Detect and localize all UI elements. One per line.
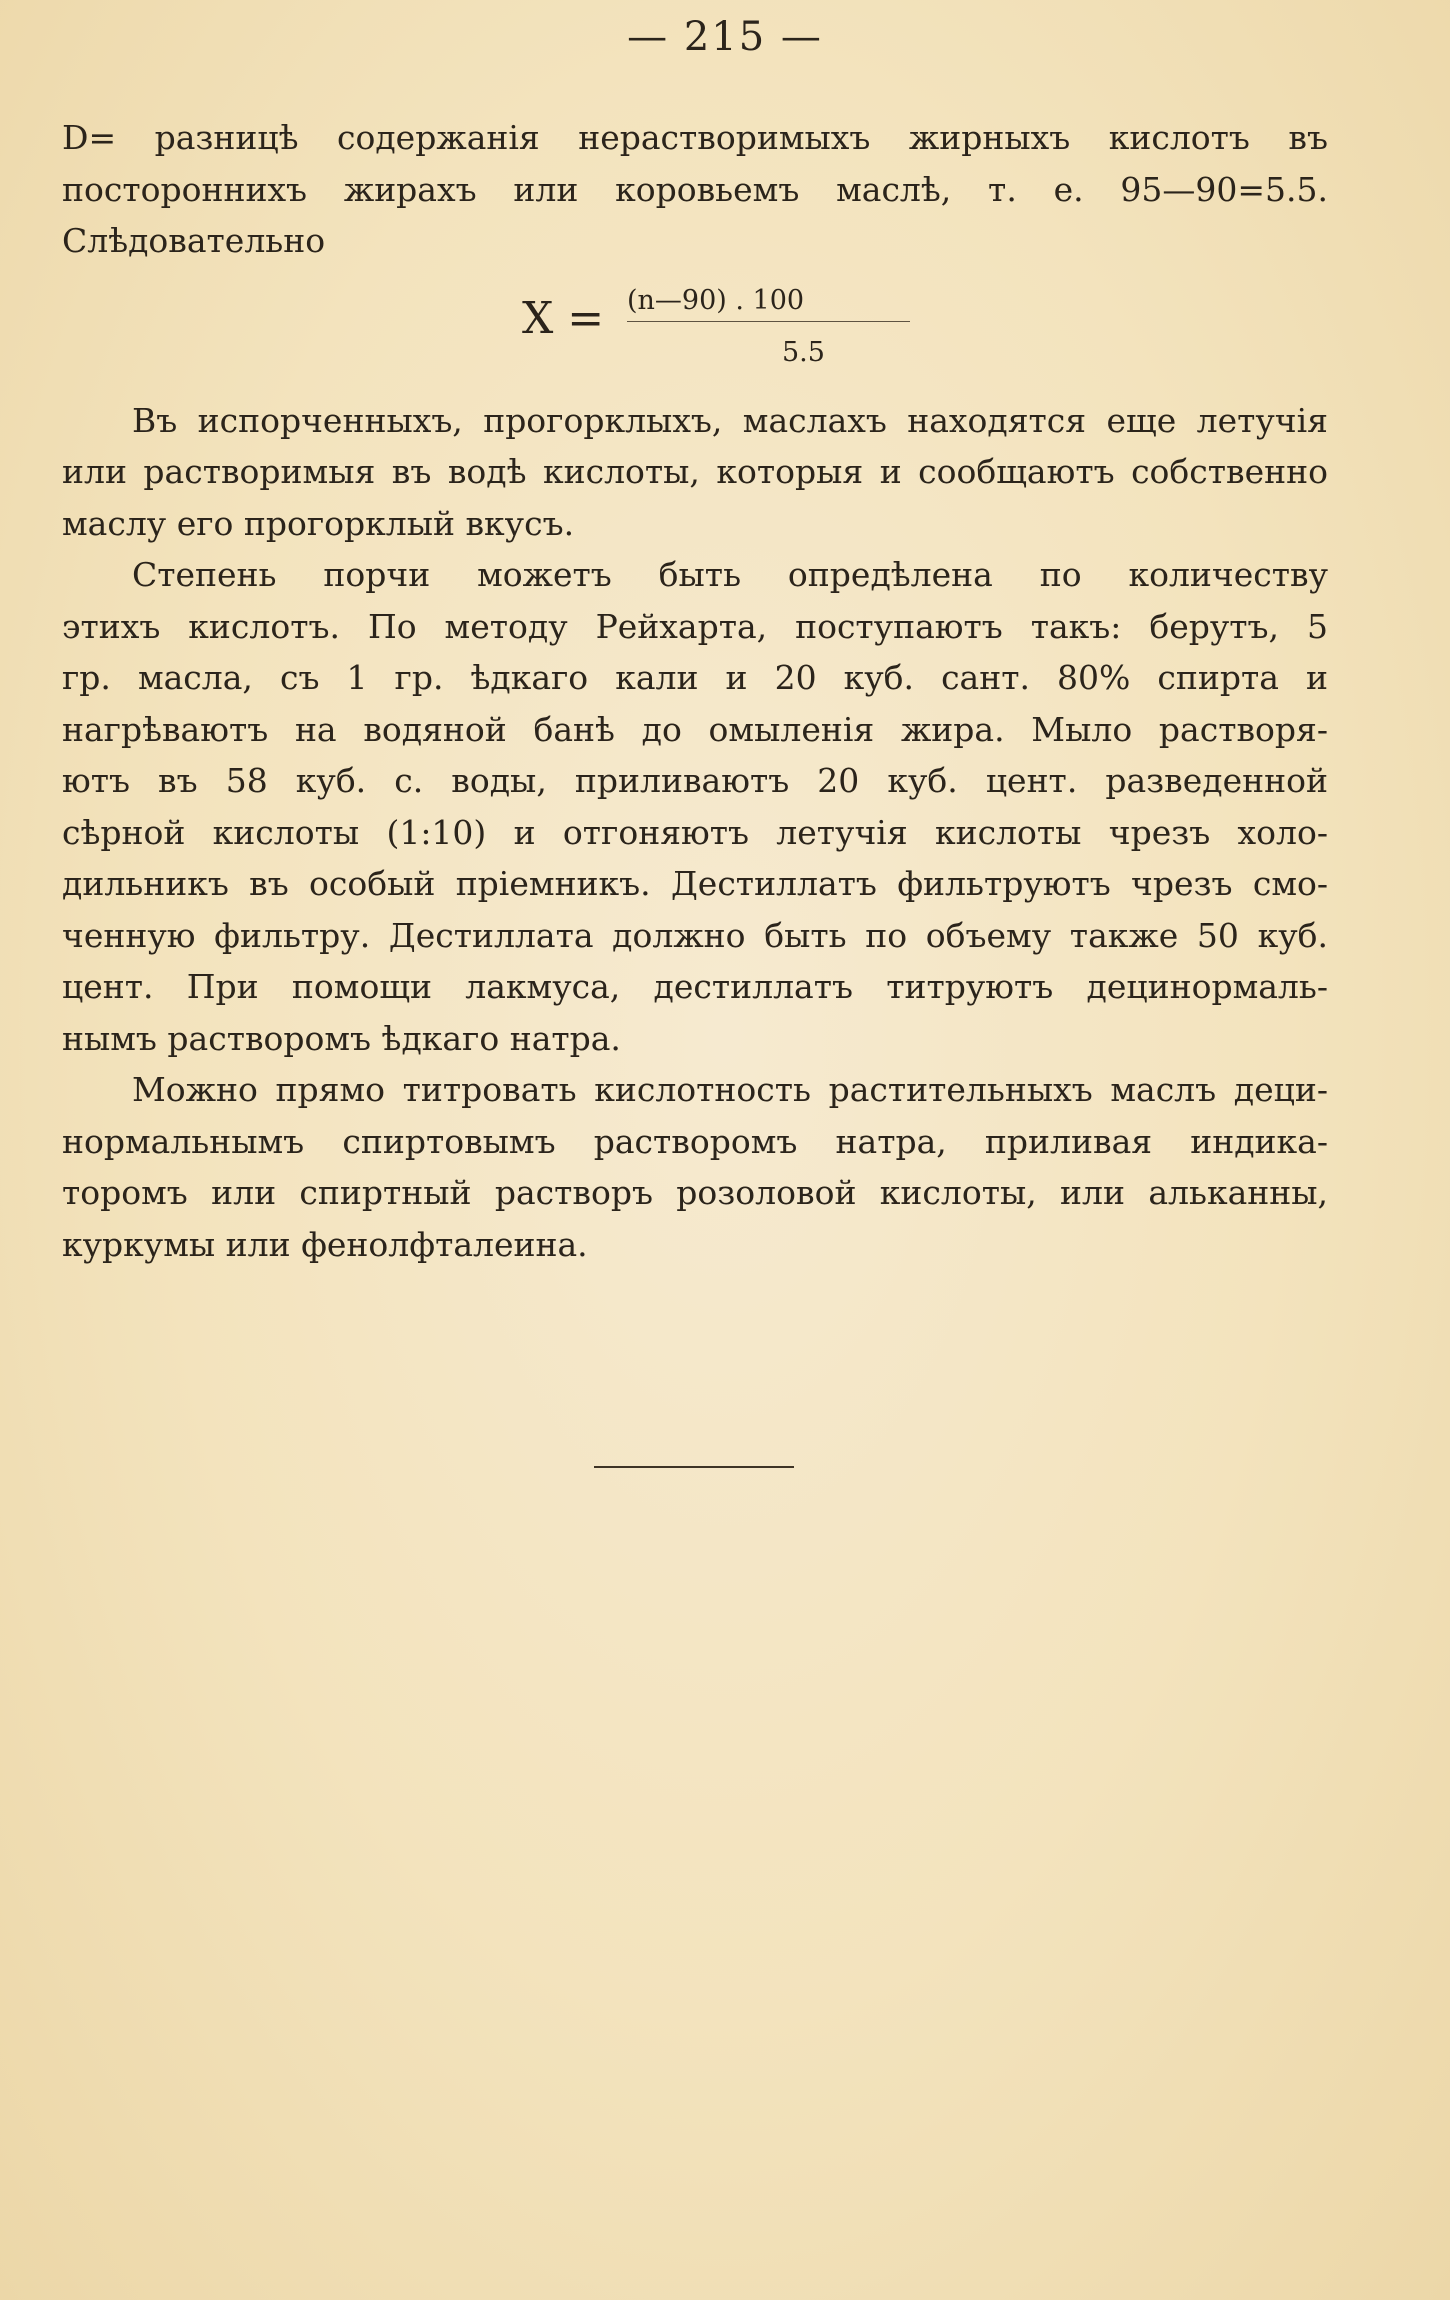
paragraph-titration bbox=[62, 1064, 1328, 1270]
text-line: Слѣдовательно bbox=[62, 221, 326, 260]
formula-numerator: (n—90) . 100 bbox=[627, 284, 805, 316]
paragraph-definition bbox=[62, 112, 1328, 267]
formula bbox=[62, 275, 1328, 383]
text-line: торомъ или спиртный растворъ розоловой кислоты, или альканны, bbox=[62, 1173, 1328, 1212]
formula-denominator: 5.5 bbox=[782, 336, 825, 368]
page-number: — 215 — bbox=[627, 14, 823, 60]
text-line: гр. масла, съ 1 гр. ѣдкаго кали и 20 куб. сант. 80% спирта и bbox=[62, 658, 1328, 697]
text-line: или растворимыя въ водѣ кислоты, которыя и сообщаютъ собственно bbox=[62, 452, 1328, 491]
paragraph-rancid-oils bbox=[62, 395, 1328, 550]
paragraph-reichert-method bbox=[62, 549, 1328, 1064]
text-line: ченную фильтру. Дестиллата должно быть по объему также 50 куб. bbox=[62, 915, 1328, 955]
page-body bbox=[62, 112, 1328, 1270]
text-line: нормальнымъ спиртовымъ растворомъ натра, приливая индика- bbox=[62, 1121, 1328, 1161]
text-line: сѣрной кислоты (1:10) и отгоняютъ летучія кислоты чрезъ холо- bbox=[62, 812, 1328, 852]
text-line: нымъ растворомъ ѣдкаго натра. bbox=[62, 1018, 621, 1058]
text-line: дильникъ въ особый пріемникъ. Дестиллатъ фильтруютъ чрезъ смо- bbox=[62, 864, 1328, 903]
text-line: нагрѣваютъ на водяной банѣ до омыленія жира. Мыло растворя- bbox=[62, 709, 1328, 749]
formula-lhs: X = bbox=[522, 292, 605, 344]
fraction-bar bbox=[627, 321, 910, 323]
text-line: постороннихъ жирахъ или коровьемъ маслѣ, т. е. 95—90=5.5. bbox=[62, 169, 1328, 209]
text-line: Въ испорченныхъ, прогорклыхъ, маслахъ находятся еще летучія bbox=[132, 400, 1328, 440]
section-end-rule bbox=[594, 1466, 794, 1468]
text-line: Можно прямо титровать кислотность растительныхъ маслъ деци- bbox=[132, 1070, 1328, 1109]
text-line: маслу его прогорклый вкусъ. bbox=[62, 503, 575, 543]
text-line: куркумы или фенолфталеина. bbox=[62, 1224, 588, 1264]
text-line: этихъ кислотъ. По методу Рейхарта, поступаютъ такъ: берутъ, 5 bbox=[62, 606, 1328, 646]
text-line: цент. При помощи лакмуса, дестиллатъ титруютъ децинормаль- bbox=[62, 967, 1328, 1006]
text-line: Степень порчи можетъ быть опредѣлена по количеству bbox=[132, 555, 1328, 594]
text-line: D= разницѣ содержанія нерастворимыхъ жирныхъ кислотъ въ bbox=[62, 118, 1328, 157]
text-line: ютъ въ 58 куб. с. воды, приливаютъ 20 куб. цент. разведенной bbox=[62, 761, 1328, 800]
